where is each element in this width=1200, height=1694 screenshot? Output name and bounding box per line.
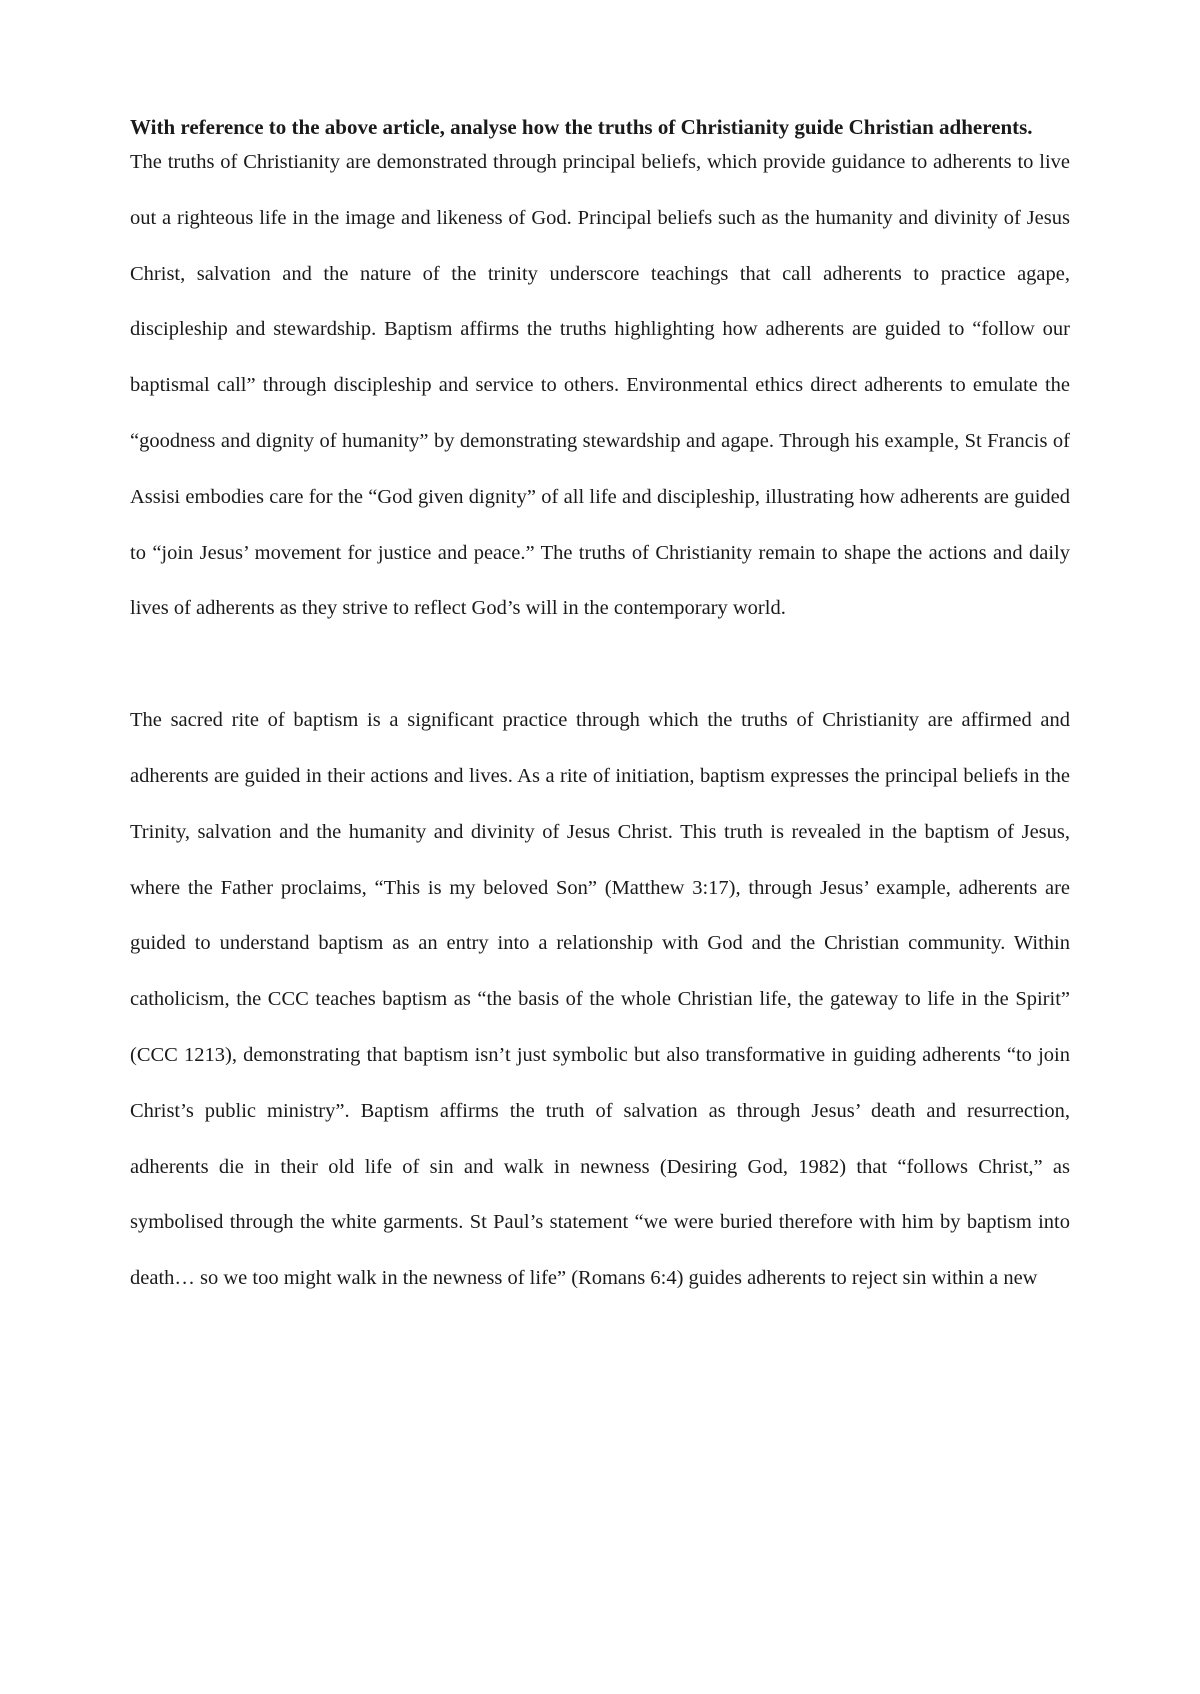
document-body	[130, 112, 1070, 1307]
paragraph-intro: The truths of Christianity are demonstrated through principal beliefs, which provide guidance to adherents to live out a righteous life in the image and likeness of God. Principal beliefs such as the humanity and divinity of Jesus Christ, salvation and the nature of the trinity underscore teachings that call adherents to practice agape, discipleship and stewardship. Baptism affirms the truths highlighting how adherents are guided to “follow our baptismal call” through discipleship and service to others. Environmental ethics direct adherents to emulate the “goodness and dignity of humanity” by demonstrating stewardship and agape. Through his example, St Francis of Assisi embodies care for the “God given dignity” of all life and discipleship, illustrating how adherents are guided to “join Jesus’ movement for justice and peace.” The truths of Christianity remain to shape the actions and daily lives of adherents as they strive to reflect God’s will in the contemporary world.	[130, 151, 1070, 620]
paragraph-baptism: The sacred rite of baptism is a significant practice through which the truths of Christianity are affirmed and adherents are guided in their actions and lives. As a rite of initiation, baptism expresses the principal beliefs in the Trinity, salvation and the humanity and divinity of Jesus Christ. This truth is revealed in the baptism of Jesus, where the Father proclaims, “This is my beloved Son” (Matthew 3:17), through Jesus’ example, adherents are guided to understand baptism as an entry into a relationship with God and the Christian community. Within catholicism, the CCC teaches baptism as “the basis of the whole Christian life, the gateway to life in the Spirit” (CCC 1213), demonstrating that baptism isn’t just symbolic but also transformative in guiding adherents “to join Christ’s public ministry”. Baptism affirms the truth of salvation as through Jesus’ death and resurrection, adherents die in their old life of sin and walk in newness (Desiring God, 1982) that “follows Christ,” as symbolised through the white garments. St Paul’s statement “we were buried therefore with him by baptism into death… so we too might walk in the newness of life” (Romans 6:4) guides adherents to reject sin within a new	[130, 709, 1070, 1290]
essay-question-heading: With reference to the above article, analyse how the truths of Christianity guide Christian adherents.	[130, 115, 1033, 139]
